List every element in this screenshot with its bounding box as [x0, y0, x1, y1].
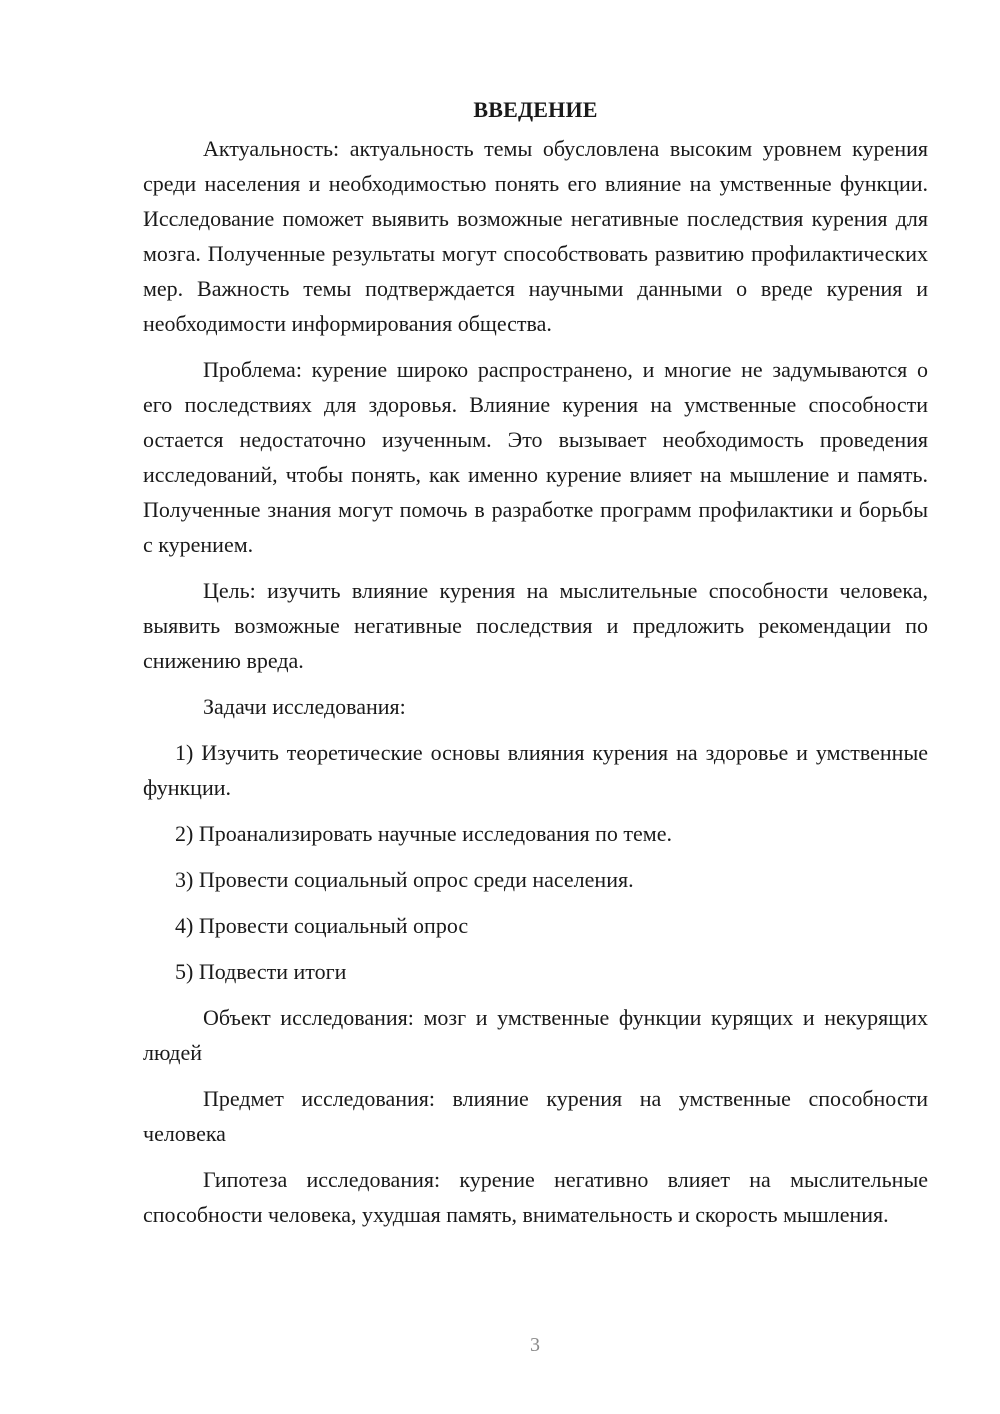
- page-body: [143, 92, 928, 1243]
- object-paragraph: Объект исследования: мозг и умственные функции курящих и некурящих людей: [143, 1005, 928, 1065]
- problem-paragraph: Проблема: курение широко распространено, и многие не задумываются о его последствиях для здоровья. Влияние курения на умственные способности остается недостаточно изученным. Это вызывает необходимость проведения исследований, чтобы понять, как именно курение влияет на мышление и память. Полученные знания могут помочь в разработке программ профилактики и борьбы с курением.: [143, 357, 928, 557]
- section-title: ВВЕДЕНИЕ: [473, 97, 598, 122]
- relevance-paragraph: Актуальность: актуальность темы обусловлена высоким уровнем курения среди населения и необходимостью понять его влияние на умственные функции. Исследование поможет выявить возможные негативные последствия курения для мозга. Полученные результаты могут способствовать развитию профилактических мер. Важность темы подтверждается научными данными о вреде курения и необходимости информирования общества.: [143, 136, 928, 336]
- hypothesis-paragraph: Гипотеза исследования: курение негативно влияет на мыслительные способности человека, ухудшая память, внимательность и скорость мышления.: [143, 1167, 928, 1227]
- task-item-3: 3) Провести социальный опрос среди населения.: [175, 867, 634, 892]
- task-item-1: 1) Изучить теоретические основы влияния курения на здоровье и умственные функции.: [143, 740, 928, 800]
- tasks-heading: Задачи исследования:: [203, 694, 406, 719]
- task-item-2: 2) Проанализировать научные исследования по теме.: [175, 821, 672, 846]
- task-item-5: 5) Подвести итоги: [175, 959, 347, 984]
- subject-paragraph: Предмет исследования: влияние курения на умственные способности человека: [143, 1086, 928, 1146]
- page-number: 3: [530, 1334, 540, 1356]
- task-item-4: 4) Провести социальный опрос: [175, 913, 469, 938]
- goal-paragraph: Цель: изучить влияние курения на мыслительные способности человека, выявить возможные негативные последствия и предложить рекомендации по снижению вреда.: [143, 578, 928, 673]
